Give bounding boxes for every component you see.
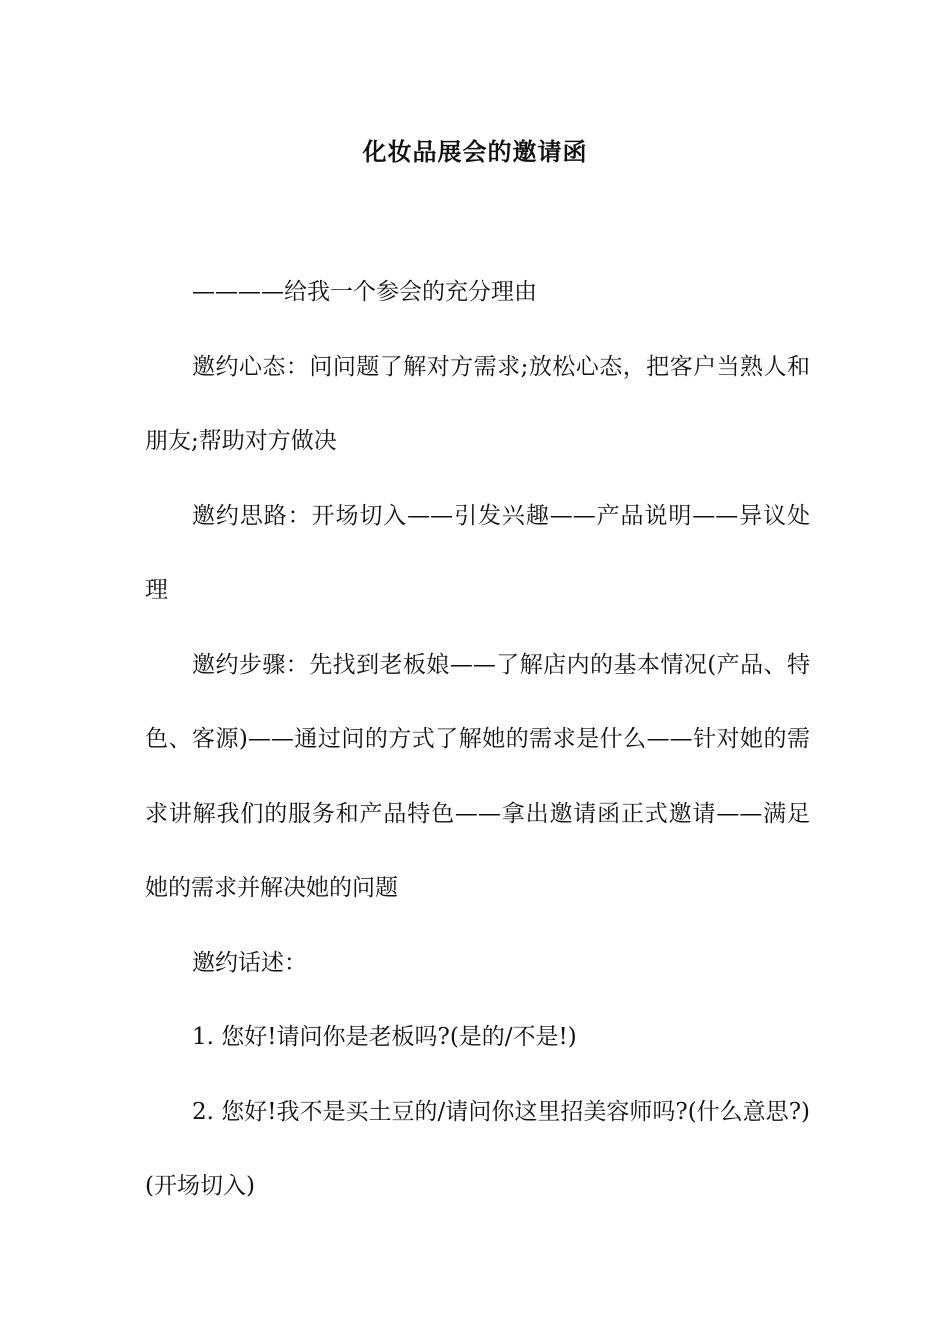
paragraph-steps: 邀约步骤：先找到老板娘——了解店内的基本情况(产品、特色、客源)——通过问的方式了解她的需求是什么——针对她的需求讲解我们的服务和产品特色——拿出邀请函正式邀请——满足她的需求并解决她的问题 [145,651,810,901]
paragraph-script-item-2: 2. 您好!我不是买土豆的/请问你这里招美容师吗?(什么意思?)(开场切入) [145,1098,810,1199]
paragraph-mindset: 邀约心态：问问题了解对方需求;放松心态，把客户当熟人和朋友;帮助对方做决 [145,353,810,454]
paragraph-script-heading: 邀约话述： [192,949,307,976]
paragraph-approach: 邀约思路：开场切入——引发兴趣——产品说明——异议处理 [145,502,810,603]
document-body [145,255,810,1224]
document-title: 化妆品展会的邀请函 [362,137,588,166]
paragraph-script-item-1: 1. 您好!请问你是老板吗?(是的/不是!) [192,1024,577,1050]
paragraph-subtitle: ————给我一个参会的充分理由 [192,279,537,305]
